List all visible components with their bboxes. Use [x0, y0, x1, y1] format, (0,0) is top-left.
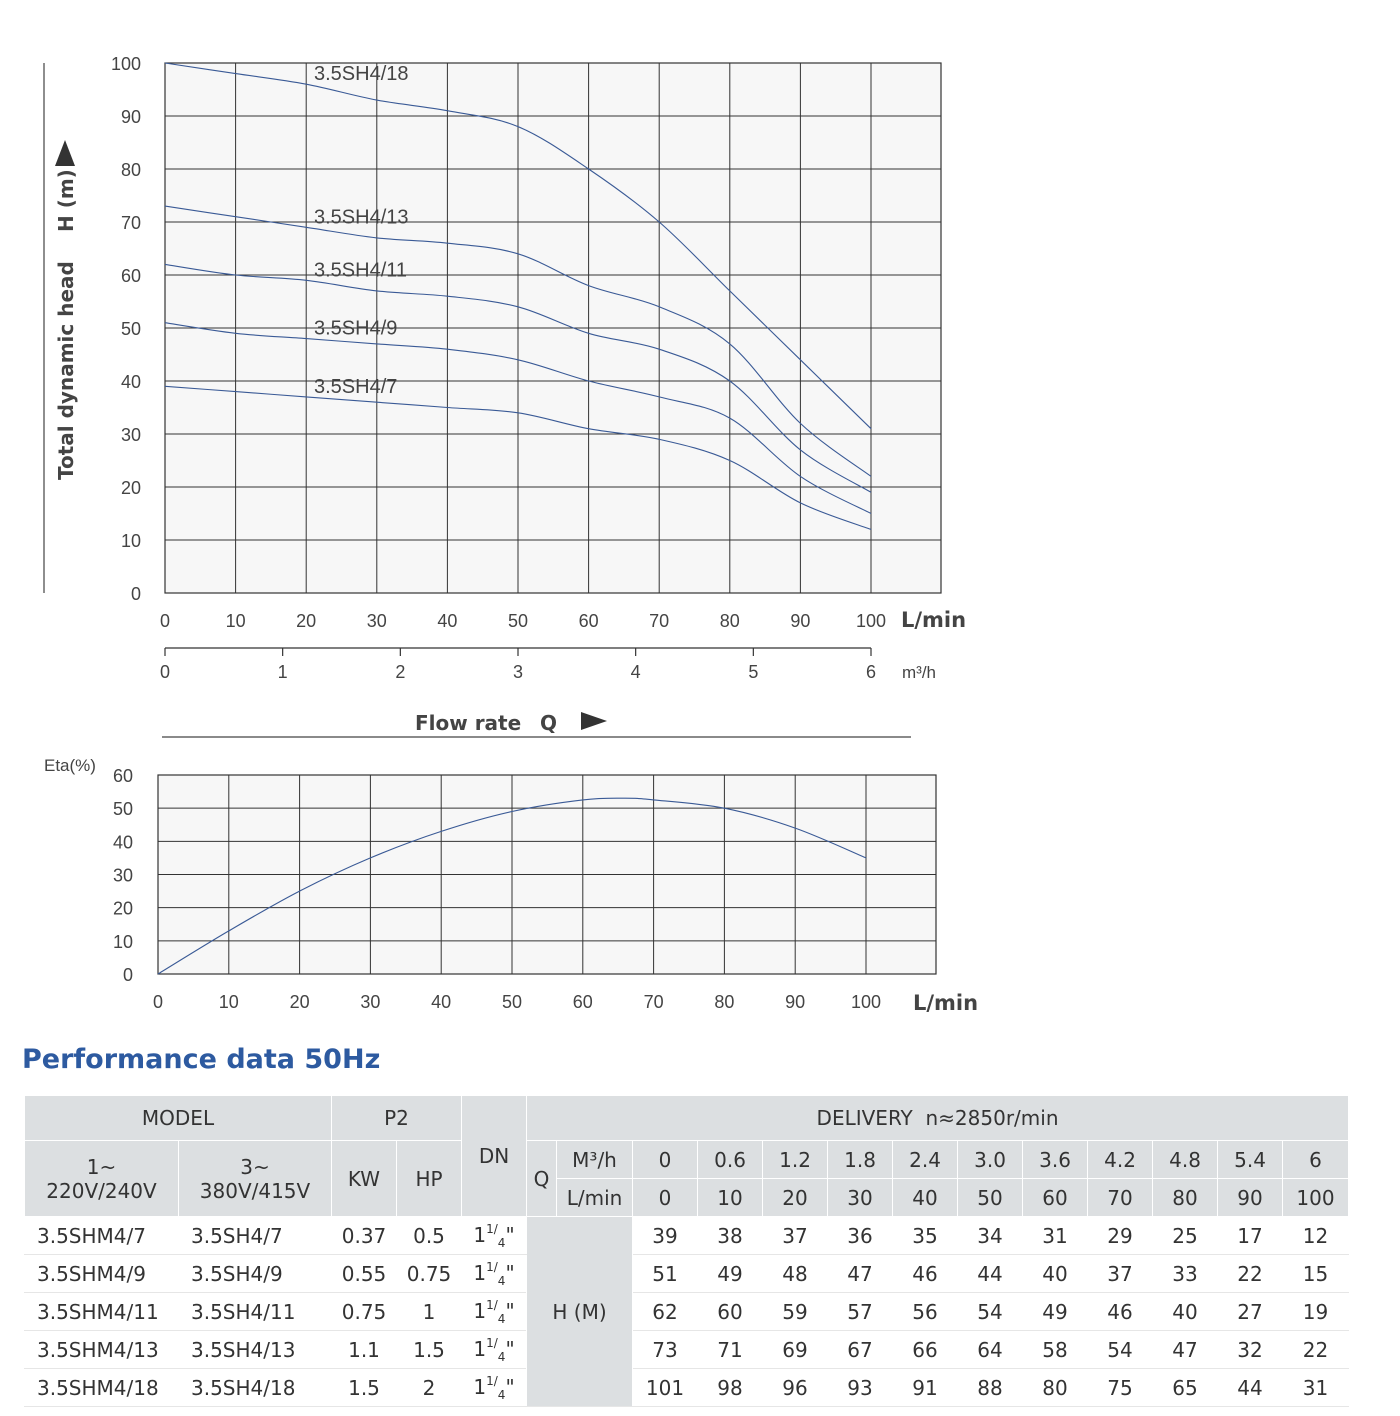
- power-kw: 1.1: [332, 1331, 397, 1369]
- head-x-tick-label: 80: [719, 611, 740, 631]
- head-value: 49: [1023, 1293, 1088, 1331]
- head-y-tick-label: 20: [120, 478, 141, 498]
- x-axis-label: Flow rate: [415, 711, 522, 735]
- efficiency-chart: [44, 756, 978, 1015]
- eta-x-tick-label: 80: [714, 992, 735, 1012]
- dn-numerator: 1/: [486, 1297, 498, 1312]
- head-value: 65: [1153, 1369, 1218, 1407]
- header-single-phase: [25, 1141, 179, 1217]
- power-hp: 2: [397, 1369, 462, 1407]
- head-value: 54: [1088, 1331, 1153, 1369]
- eta-x-tick-label: 0: [152, 992, 164, 1012]
- dn-integer: 1: [473, 1222, 487, 1247]
- dn-numerator: 1/: [486, 1221, 498, 1236]
- lmin-value: 50: [958, 1179, 1023, 1217]
- power-hp: 0.5: [397, 1217, 462, 1255]
- head-value: 37: [1088, 1255, 1153, 1293]
- model-three-phase: 3.5SH4/11: [179, 1293, 332, 1331]
- dn-size: [462, 1293, 527, 1331]
- model-three-phase: 3.5SH4/13: [179, 1331, 332, 1369]
- head-value: 33: [1153, 1255, 1218, 1293]
- m3h-value: 4.2: [1088, 1141, 1153, 1179]
- head-value: 34: [958, 1217, 1023, 1255]
- dn-size: [462, 1255, 527, 1293]
- head-x-tick-label: 20: [296, 611, 317, 631]
- power-kw: 1.5: [332, 1369, 397, 1407]
- x-axis-arrow-icon: [581, 712, 607, 730]
- dn-size: [462, 1217, 527, 1255]
- head-series-label: 3.5SH4/18: [314, 63, 409, 86]
- head-value: 80: [1023, 1369, 1088, 1407]
- eta-y-tick-label: 40: [112, 832, 133, 853]
- head-value: 69: [763, 1331, 828, 1369]
- head-value: 60: [698, 1293, 763, 1331]
- head-value: 91: [893, 1369, 958, 1407]
- lmin-value: 40: [893, 1179, 958, 1217]
- head-value: 58: [1023, 1331, 1088, 1369]
- head-value: 51: [633, 1255, 698, 1293]
- lmin-value: 100: [1283, 1179, 1349, 1217]
- head-x-tick-label: 0: [159, 611, 171, 631]
- x-axis-unit-lmin: L/min: [901, 608, 967, 632]
- head-y-tick-label: 70: [120, 213, 141, 233]
- head-value: 36: [828, 1217, 893, 1255]
- lmin-value: 80: [1153, 1179, 1218, 1217]
- header-lmin: L/min: [557, 1179, 633, 1217]
- eta-x-tick-label: 90: [785, 992, 806, 1012]
- eta-y-tick-label: 20: [112, 898, 133, 919]
- head-x-tick-label: 70: [649, 611, 670, 631]
- header-kw: KW: [332, 1141, 397, 1217]
- head-value: 27: [1218, 1293, 1283, 1331]
- eta-x-ticks: [153, 992, 881, 1012]
- head-value: 46: [1088, 1293, 1153, 1331]
- head-value: 29: [1088, 1217, 1153, 1255]
- head-x-tick-label: 100: [855, 611, 887, 631]
- lmin-value: 30: [828, 1179, 893, 1217]
- head-value: 47: [828, 1255, 893, 1293]
- m3h-value: 3.0: [958, 1141, 1023, 1179]
- m3h-value: 5.4: [1218, 1141, 1283, 1179]
- header-q: Q: [527, 1141, 557, 1217]
- head-chart: [44, 54, 966, 737]
- lmin-value: 10: [698, 1179, 763, 1217]
- head-y-tick-label: 0: [130, 584, 141, 604]
- eta-x-unit: L/min: [913, 991, 979, 1015]
- head-value: 93: [828, 1369, 893, 1407]
- table-row: [25, 1331, 1349, 1369]
- eta-x-tick-label: 20: [289, 992, 310, 1012]
- head-value: 59: [763, 1293, 828, 1331]
- m3h-value: 2.4: [893, 1141, 958, 1179]
- head-value: 44: [958, 1255, 1023, 1293]
- head-value: 64: [958, 1331, 1023, 1369]
- lmin-value: 90: [1218, 1179, 1283, 1217]
- header-three-phase: [179, 1141, 332, 1217]
- power-hp: 1: [397, 1293, 462, 1331]
- head-series-label: 3.5SH4/9: [314, 317, 398, 340]
- dn-denominator: 4: [497, 1273, 506, 1288]
- dn-unit: ": [505, 1298, 515, 1323]
- dn-size: [462, 1369, 527, 1407]
- head-series-label: 3.5SH4/7: [314, 375, 398, 398]
- dn-integer: 1: [473, 1298, 487, 1323]
- model-three-phase: 3.5SH4/7: [179, 1217, 332, 1255]
- dn-unit: ": [505, 1374, 515, 1399]
- head-value: 56: [893, 1293, 958, 1331]
- head-value: 17: [1218, 1217, 1283, 1255]
- y-axis-unit: H (m): [54, 169, 78, 232]
- head-series-label: 3.5SH4/11: [314, 259, 408, 282]
- eta-x-tick-label: 10: [218, 992, 239, 1012]
- eta-y-tick-label: 60: [112, 766, 133, 786]
- header-three-phase-symbol: 3~: [240, 1154, 270, 1179]
- performance-table-body: [25, 1217, 1349, 1407]
- power-hp: 0.75: [397, 1255, 462, 1293]
- head-value: 67: [828, 1331, 893, 1369]
- head-value: 22: [1218, 1255, 1283, 1293]
- head-value: 15: [1283, 1255, 1349, 1293]
- head-y-tick-label: 10: [120, 531, 141, 551]
- head-x2-ticks: [160, 648, 876, 682]
- head-x-tick-label: 30: [366, 611, 387, 631]
- m3h-value: 1.8: [828, 1141, 893, 1179]
- performance-title: Performance data 50Hz: [22, 1044, 381, 1075]
- head-value: 25: [1153, 1217, 1218, 1255]
- eta-x-tick-label: 30: [360, 992, 381, 1012]
- model-single-phase: 3.5SHM4/18: [25, 1369, 179, 1407]
- head-value: 62: [633, 1293, 698, 1331]
- head-y-tick-label: 30: [120, 425, 141, 445]
- head-x2-tick-label: 6: [865, 662, 877, 682]
- head-y-ticks: [111, 54, 141, 604]
- dn-denominator: 4: [497, 1387, 506, 1402]
- power-kw: 0.75: [332, 1293, 397, 1331]
- header-m3h: M³/h: [557, 1141, 633, 1179]
- head-value: 31: [1023, 1217, 1088, 1255]
- head-x-ticks: [160, 611, 886, 631]
- dn-integer: 1: [473, 1336, 487, 1361]
- eta-x-tick-label: 50: [501, 992, 523, 1012]
- eta-y-ticks: [113, 766, 133, 985]
- head-value: 101: [633, 1369, 698, 1407]
- lmin-value: 20: [763, 1179, 828, 1217]
- eta-x-tick-label: 100: [850, 992, 882, 1012]
- header-hp: HP: [397, 1141, 462, 1217]
- header-single-phase-symbol: 1~: [86, 1154, 117, 1179]
- head-x-tick-label: 60: [578, 611, 599, 631]
- head-value: 40: [1153, 1293, 1218, 1331]
- eta-y-tick-label: 50: [112, 799, 133, 820]
- model-three-phase: 3.5SH4/9: [179, 1255, 332, 1293]
- head-series-label: 3.5SH4/13: [314, 206, 409, 229]
- table-row: [25, 1369, 1349, 1407]
- head-value: 39: [633, 1217, 698, 1255]
- lmin-value: 70: [1088, 1179, 1153, 1217]
- model-single-phase: 3.5SHM4/7: [25, 1217, 179, 1255]
- head-value: 47: [1153, 1331, 1218, 1369]
- head-value: 96: [763, 1369, 828, 1407]
- m3h-value: 0.6: [698, 1141, 763, 1179]
- dn-unit: ": [505, 1222, 515, 1247]
- head-value: 32: [1218, 1331, 1283, 1369]
- model-single-phase: 3.5SHM4/9: [25, 1255, 179, 1293]
- header-dn: DN: [462, 1096, 527, 1217]
- dn-denominator: 4: [497, 1311, 506, 1326]
- head-y-tick-label: 80: [120, 160, 141, 180]
- head-value: 38: [698, 1217, 763, 1255]
- dn-numerator: 1/: [486, 1373, 498, 1388]
- head-value: 40: [1023, 1255, 1088, 1293]
- header-single-phase-voltage: 220V/240V: [46, 1178, 157, 1203]
- power-hp: 1.5: [397, 1331, 462, 1369]
- m3h-value: 3.6: [1023, 1141, 1088, 1179]
- y-axis-arrow-icon: [55, 140, 75, 166]
- dn-unit: ": [505, 1336, 515, 1361]
- head-value: 49: [698, 1255, 763, 1293]
- head-value: 48: [763, 1255, 828, 1293]
- header-p2: P2: [332, 1096, 462, 1141]
- eta-y-tick-label: 10: [112, 931, 133, 952]
- eta-y-label: Eta(%): [44, 756, 96, 775]
- head-x-tick-label: 10: [225, 611, 246, 631]
- m3h-value: 1.2: [763, 1141, 828, 1179]
- dn-numerator: 1/: [486, 1335, 498, 1350]
- head-label-cell: H (M): [527, 1217, 633, 1407]
- dn-unit: ": [505, 1260, 515, 1285]
- lmin-value: 60: [1023, 1179, 1088, 1217]
- power-kw: 0.55: [332, 1255, 397, 1293]
- head-y-tick-label: 60: [120, 266, 141, 286]
- head-value: 75: [1088, 1369, 1153, 1407]
- header-three-phase-voltage: 380V/415V: [199, 1178, 311, 1203]
- head-value: 66: [893, 1331, 958, 1369]
- lmin-value: 0: [633, 1179, 698, 1217]
- head-x-tick-label: 40: [437, 611, 458, 631]
- dn-numerator: 1/: [486, 1259, 498, 1274]
- head-x-tick-label: 90: [790, 611, 811, 631]
- head-y-tick-label: 40: [120, 372, 141, 392]
- header-delivery: DELIVERY n≈2850r/min: [527, 1096, 1349, 1141]
- head-value: 12: [1283, 1217, 1349, 1255]
- head-value: 37: [763, 1217, 828, 1255]
- eta-x-tick-label: 60: [572, 992, 593, 1012]
- head-x2-tick-label: 1: [277, 662, 288, 682]
- header-model: MODEL: [25, 1096, 332, 1141]
- head-value: 35: [893, 1217, 958, 1255]
- m3h-value: 0: [633, 1141, 698, 1179]
- table-row: [25, 1293, 1349, 1331]
- x-axis-symbol: Q: [540, 711, 558, 735]
- head-value: 73: [633, 1331, 698, 1369]
- head-x2-tick-label: 4: [630, 662, 641, 682]
- head-value: 44: [1218, 1369, 1283, 1407]
- head-x2-tick-label: 0: [159, 662, 171, 682]
- head-value: 88: [958, 1369, 1023, 1407]
- x2-axis-unit: m³/h: [902, 663, 936, 682]
- head-value: 57: [828, 1293, 893, 1331]
- head-x2-tick-label: 2: [395, 662, 406, 682]
- dn-integer: 1: [473, 1374, 487, 1399]
- m3h-value: 6: [1283, 1141, 1349, 1179]
- head-x-tick-label: 50: [507, 611, 529, 631]
- power-kw: 0.37: [332, 1217, 397, 1255]
- m3h-value: 4.8: [1153, 1141, 1218, 1179]
- head-value: 46: [893, 1255, 958, 1293]
- head-x2-tick-label: 5: [748, 662, 759, 682]
- model-three-phase: 3.5SH4/18: [179, 1369, 332, 1407]
- head-y-tick-label: 90: [120, 107, 141, 127]
- dn-denominator: 4: [497, 1235, 506, 1250]
- model-single-phase: 3.5SHM4/11: [25, 1293, 179, 1331]
- head-value: 19: [1283, 1293, 1349, 1331]
- dn-denominator: 4: [497, 1349, 506, 1364]
- eta-y-tick-label: 30: [112, 865, 133, 886]
- head-value: 54: [958, 1293, 1023, 1331]
- performance-table: [24, 1095, 1349, 1407]
- model-single-phase: 3.5SHM4/13: [25, 1331, 179, 1369]
- y-axis-label: Total dynamic head: [54, 261, 78, 480]
- dn-size: [462, 1331, 527, 1369]
- table-row: [25, 1217, 1349, 1255]
- head-y-tick-label: 100: [110, 54, 141, 74]
- eta-y-tick-label: 0: [122, 965, 133, 985]
- eta-x-tick-label: 40: [431, 992, 452, 1012]
- head-value: 31: [1283, 1369, 1349, 1407]
- dn-integer: 1: [473, 1260, 487, 1285]
- head-value: 22: [1283, 1331, 1349, 1369]
- head-value: 71: [698, 1331, 763, 1369]
- eta-x-tick-label: 70: [643, 992, 664, 1012]
- head-value: 98: [698, 1369, 763, 1407]
- head-y-tick-label: 50: [120, 319, 141, 339]
- table-row: [25, 1255, 1349, 1293]
- head-x2-tick-label: 3: [512, 662, 524, 682]
